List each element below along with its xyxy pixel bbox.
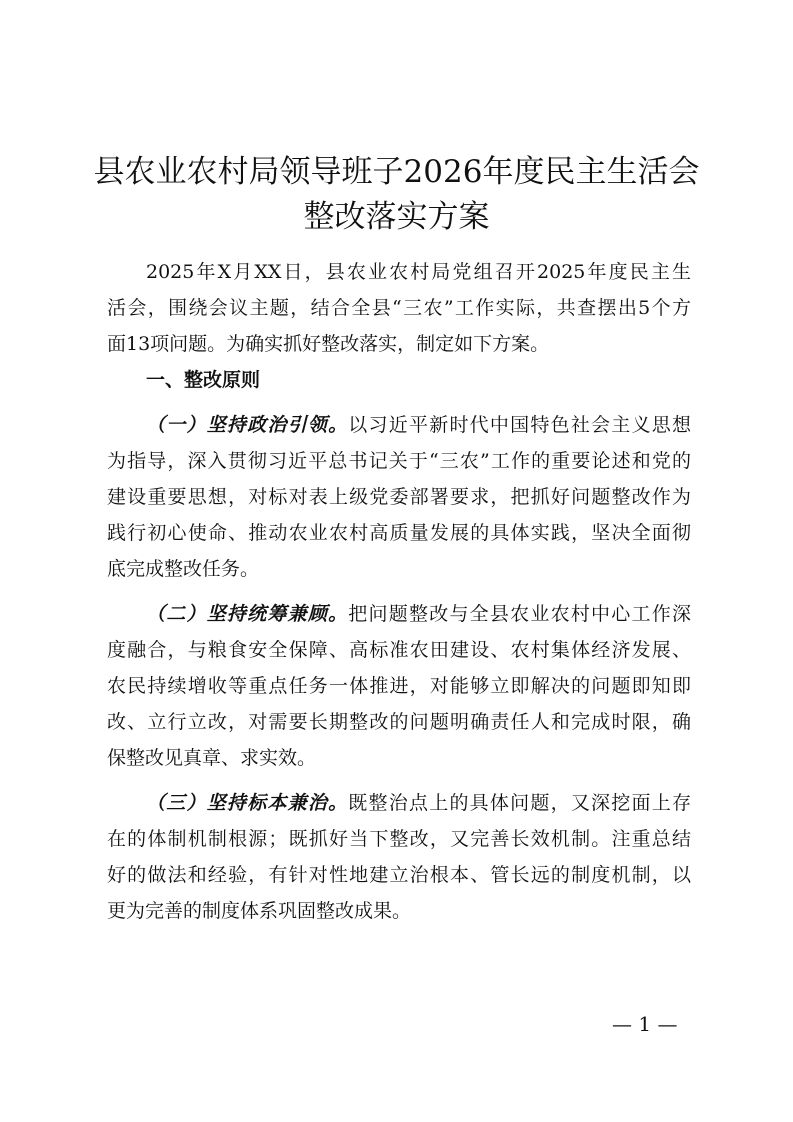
intro-line: 面13项问题。为确实抓好整改落实，制定如下方案。 <box>107 333 550 355</box>
paragraph-line: 度融合，与粮食安全保障、高标准农田建设、农村集体经济发展、 <box>107 639 691 661</box>
paragraph-line: 建设重要思想，对标对表上级党委部署要求，把抓好问题整改作为 <box>107 486 691 508</box>
paragraph-line: 农民持续增收等重点任务一体推进，对能够立即解决的问题即知即 <box>107 675 691 697</box>
paragraph-text: 以习近平新时代中国特色社会主义思想 <box>348 414 691 436</box>
paragraph-line: 为指导，深入贯彻习近平总书记关于“三农”工作的重要论述和党的 <box>107 450 691 472</box>
paragraph-line: 保整改见真章、求实效。 <box>107 747 317 769</box>
document-title-line-1: 县农业农村局领导班子2026年度民主生活会 <box>93 154 700 190</box>
document-title-line-2: 整改落实方案 <box>303 199 490 235</box>
paragraph-line <box>107 596 691 632</box>
paragraph-line: 践行初心使命、推动农业农村高质量发展的具体实践，坚决全面彻 <box>107 522 691 544</box>
paragraph-lead: （一）坚持政治引领。 <box>146 414 349 436</box>
paragraph-lead: （二）坚持统筹兼顾。 <box>146 603 349 625</box>
page-number: — 1 — <box>612 1012 678 1036</box>
paragraph-line: 改、立行立改，对需要长期整改的问题明确责任人和完成时限，确 <box>107 711 691 733</box>
section-heading: 一、整改原则 <box>146 369 261 391</box>
paragraph-line: 在的体制机制根源；既抓好当下整改，又完善长效机制。注重总结 <box>107 828 691 850</box>
paragraph-line: 底完成整改任务。 <box>107 558 260 580</box>
paragraph-text: 既整治点上的具体问题，又深挖面上存 <box>348 792 691 814</box>
paragraph-line <box>107 407 691 443</box>
intro-line: 2025年X月XX日，县农业农村局党组召开2025年度民主生 <box>146 261 691 283</box>
paragraph-line: 好的做法和经验，有针对性地建立治根本、管长远的制度机制，以 <box>107 864 691 886</box>
paragraph-line <box>107 785 691 821</box>
intro-line: 活会，围绕会议主题，结合全县“三农”工作实际，共查摆出5个方 <box>107 297 691 319</box>
paragraph-line: 更为完善的制度体系巩固整改成果。 <box>107 900 412 922</box>
paragraph-text: 把问题整改与全县农业农村中心工作深 <box>348 603 691 625</box>
paragraph-lead: （三）坚持标本兼治。 <box>146 792 349 814</box>
